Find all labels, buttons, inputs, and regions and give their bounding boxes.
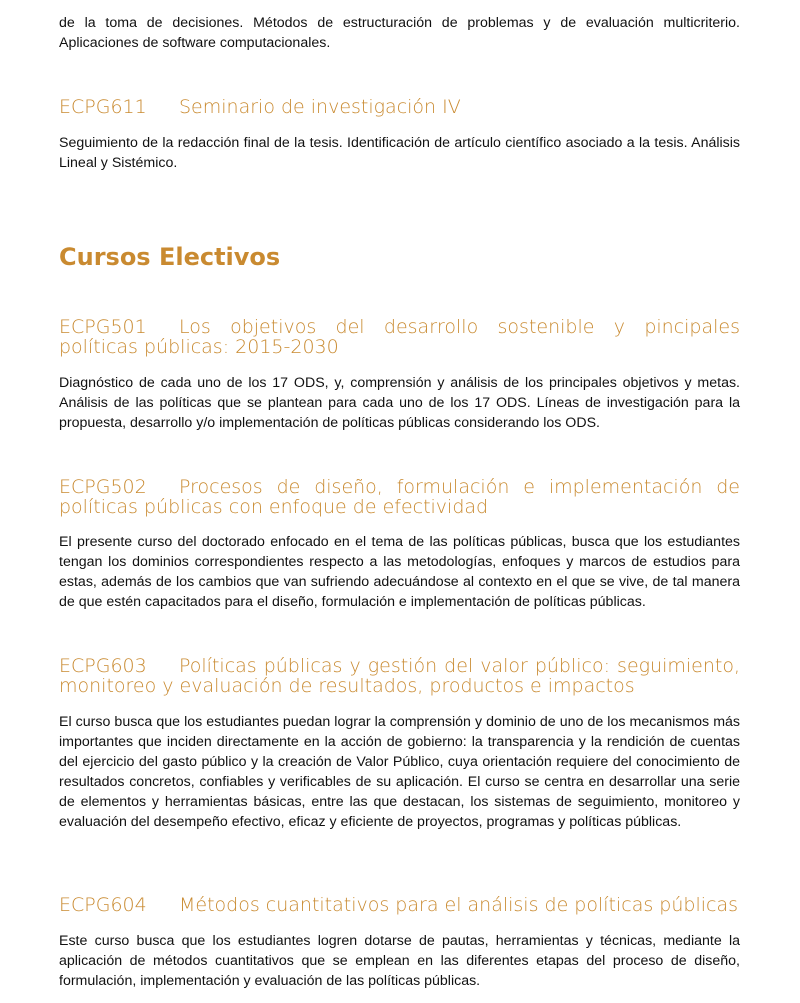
course-description: El curso busca que los estudiantes puedan lograr la comprensión y dominio de uno de los mecanismos más importantes que inciden directamente en la acción de gobierno: la transparencia y la rendición de cuentas del ejercicio del gasto público y la creación de Valor Público, cuya orientación requiere del conocimiento de resultados concretos, confiables y verificables de su aplicación. El curso se centra en desarrollar una serie de elementos y herramientas básicas, entre las que destacan, los sistemas de seguimiento, monitoreo y evaluación del desempeño efectivo, eficaz y eficiente de proyectos, programas y políticas públicas. — [59, 714, 740, 830]
course-heading — [59, 656, 740, 696]
course-heading — [59, 97, 740, 117]
section-electives — [59, 243, 740, 271]
course-description: Seguimiento de la redacción final de la tesis. Identificación de artículo científico asociado a la tesis. Análisis Lineal y Sistémico. — [59, 135, 740, 171]
course-ecpg502 — [59, 477, 740, 517]
course-description: El presente curso del doctorado enfocado en el tema de las políticas públicas, busca que los estudiantes tengan los dominios correspondientes respecto a las metodologías, enfoques y marcos de estudios para estas, además de los cambios que van sufriendo adecuándose al contexto en el que se vive, de tal manera de que estén capacitados para el diseño, formulación e implementación de políticas públicas. — [59, 534, 740, 610]
course-title: Políticas públicas y gestión del valor público: seguimiento, monitoreo y evaluación de resultados, productos e impactos — [59, 655, 740, 697]
course-ecpg604-description-block — [59, 931, 740, 991]
course-heading — [59, 895, 740, 915]
course-ecpg502-description-block — [59, 532, 740, 612]
course-title: Los objetivos del desarrollo sostenible y pincipales políticas públicas: 2015-2030 — [59, 316, 740, 358]
course-code: ECPG501 — [59, 316, 147, 338]
course-heading — [59, 477, 740, 517]
course-code: ECPG611 — [59, 96, 147, 118]
intro-block — [59, 13, 740, 53]
section-title: Cursos Electivos — [59, 243, 281, 271]
course-code: ECPG604 — [59, 894, 147, 916]
course-title: Procesos de diseño, formulación e implementación de políticas públicas con enfoque de efectividad — [59, 476, 740, 518]
course-ecpg501-description-block — [59, 373, 740, 433]
course-ecpg604 — [59, 895, 740, 915]
course-description: Este curso busca que los estudiantes logren dotarse de pautas, herramientas y técnicas, mediante la aplicación de métodos cuantitativos que se emplean en las diferentes etapas del proceso de diseño, formulación, implementación y evaluación de las políticas públicas. — [59, 933, 740, 989]
course-ecpg611-description-block — [59, 133, 740, 173]
course-description: Diagnóstico de cada uno de los 17 ODS, y, comprensión y análisis de los principales objetivos y metas. Análisis de las políticas que se plantean para cada uno de los 17 ODS. Líneas de investigación para la propuesta, desarrollo y/o implementación de políticas públicas considerando los ODS. — [59, 375, 740, 431]
course-ecpg611 — [59, 97, 740, 117]
course-code: ECPG603 — [59, 655, 147, 677]
intro-paragraph: de la toma de decisiones. Métodos de estructuración de problemas y de evaluación multicriterio. Aplicaciones de software computacionales. — [59, 15, 740, 51]
course-title: Seminario de investigación IV — [179, 96, 461, 118]
course-ecpg603 — [59, 656, 740, 696]
course-heading — [59, 317, 740, 357]
course-ecpg501 — [59, 317, 740, 357]
course-code: ECPG502 — [59, 476, 147, 498]
course-title: Métodos cuantitativos para el análisis de políticas públicas — [179, 894, 739, 916]
course-ecpg603-description-block — [59, 712, 740, 832]
